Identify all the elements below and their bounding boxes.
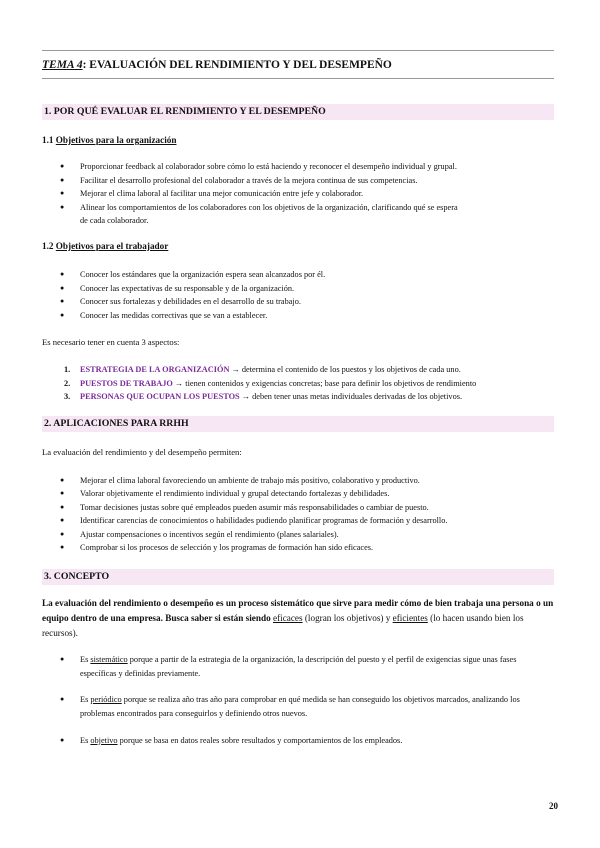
definition-end: (lo hacen usando bien los recursos). — [42, 613, 524, 638]
aspect-number: 3. — [64, 392, 71, 401]
tema-label: TEMA 4 — [42, 59, 83, 71]
aspect-text: → deben tener unas metas individuales derivadas de los objetivos. — [239, 392, 463, 401]
page-title — [42, 59, 392, 71]
top-divider — [42, 50, 554, 51]
worker-objectives-list — [42, 268, 554, 322]
eficientes-term: eficientes — [392, 613, 428, 623]
aspect-key: ESTRATEGIA DE LA ORGANIZACIÓN — [80, 365, 230, 374]
list-item: ● Valorar objetivamente el rendimiento individual y grupal detectando fortalezas y debilidades. — [42, 487, 554, 500]
section-3-heading: 3. CONCEPTO — [42, 569, 554, 585]
subsection-1-1-title: Objetivos para la organización — [55, 135, 177, 145]
subsection-1-1-number: 1.1 — [42, 135, 56, 145]
periodico-term: periódico — [90, 695, 122, 704]
list-item: ● Conocer las medidas correctivas que se van a establecer. — [42, 309, 554, 323]
subsection-1-2-number: 1.2 — [42, 241, 56, 251]
subsection-1-1-heading — [42, 135, 177, 145]
objetivo-term: objetivo — [90, 736, 118, 745]
aspect-number: 1. — [64, 365, 71, 374]
list-item: ● Conocer las expectativas de su responsable y de la organización. — [42, 282, 554, 296]
page-number: 20 — [549, 801, 558, 811]
list-item: ● Mejorar el clima laboral al facilitar una mejor comunicación entre jefe y colaborador. — [42, 187, 554, 201]
section-2-heading: 2. APLICACIONES PARA RRHH — [42, 416, 554, 432]
item-prefix: Es — [80, 736, 91, 745]
aspects-intro: Es necesario tener en cuenta 3 aspectos: — [42, 337, 180, 347]
aspect-text: → tienen contenidos y exigencias concretas; base para definir los objetivos de rendimiento — [172, 378, 477, 388]
aspect-text: → determina el contenido de los puestos y los objetivos de cada uno. — [229, 365, 461, 374]
concept-list-sistematico — [42, 653, 554, 680]
list-item: ● Conocer sus fortalezas y debilidades en el desarrollo de su trabajo. — [42, 295, 554, 309]
sistematico-term: sistemático — [90, 655, 128, 664]
item-text: porque a partir de la estrategia de la organización, la descripción del puesto y el perfil de exigencias sigue unas fases específicas y definidas previamente. — [80, 655, 517, 678]
item-prefix: Es — [80, 695, 91, 704]
list-item: ● Alinear los comportamientos de los colaboradores con los objetivos de la organización, clarificando qué se espera — [42, 201, 554, 215]
item-text: porque se realiza año tras año para comprobar en qué medida se han conseguido los objetivos marcados, analizando los problemas encontrados para conseguirlos y definiendo otros nuevos. — [80, 695, 520, 718]
concept-definition — [42, 596, 554, 641]
list-item — [42, 653, 554, 680]
definition-mid: (logran los objetivos) y — [302, 613, 393, 623]
list-item: ● Proporcionar feedback al colaborador sobre cómo lo está haciendo y reconocer el desempeño individual y grupal. — [42, 160, 554, 174]
subsection-1-2-title: Objetivos para el trabajador — [55, 241, 169, 251]
title-text: : EVALUACIÓN DEL RENDIMIENTO Y DEL DESEMPEÑO — [82, 59, 392, 71]
org-objectives-list — [42, 160, 554, 228]
list-item: ● Mejorar el clima laboral favoreciendo un ambiente de trabajo más positivo, colaborativo y productivo. — [42, 474, 554, 487]
aspect-number: 2. — [64, 378, 71, 388]
definition-lead: La evaluación del rendimiento o desempeño es un proceso sistemático que sirve para medir cómo de bien trabaja una persona o un equipo dentro de una empresa. Busca saber si están siendo — [42, 598, 554, 623]
aspects-list — [42, 363, 554, 404]
list-item: ● Ajustar compensaciones o incentivos según el rendimiento (planes salariales). — [42, 528, 554, 541]
eficaces-term: eficaces — [273, 613, 303, 623]
list-item — [42, 734, 554, 748]
subsection-1-2-heading — [42, 241, 168, 251]
aspect-item — [42, 377, 554, 391]
item-prefix: Es — [80, 655, 91, 664]
list-item: ● Tomar decisiones justas sobre qué empleados pueden asumir más responsabilidades o cambiar de puesto. — [42, 501, 554, 514]
aspect-item — [42, 363, 554, 377]
list-item — [42, 693, 554, 720]
concept-list-periodico — [42, 693, 554, 720]
list-item: ● Facilitar el desarrollo profesional del colaborador a través de la mejora continua de sus competencias. — [42, 174, 554, 188]
list-item: ● Comprobar si los procesos de selección y los programas de formación han sido eficaces. — [42, 541, 554, 554]
concept-list-objetivo — [42, 734, 554, 748]
aspect-key: PUESTOS DE TRABAJO — [80, 378, 173, 388]
item-text: porque se basa en datos reales sobre resultados y comportamientos de los empleados. — [117, 736, 403, 745]
list-item-continuation: de cada colaborador. — [80, 216, 149, 225]
list-item: ● Identificar carencias de conocimientos o habilidades pudiendo planificar programas de formación y desarrollo. — [42, 514, 554, 527]
title-divider — [42, 78, 554, 79]
aspect-key: PERSONAS QUE OCUPAN LOS PUESTOS — [80, 392, 240, 401]
list-item: ● Conocer los estándares que la organización espera sean alcanzados por él. — [42, 268, 554, 282]
applications-intro: La evaluación del rendimiento y del desempeño permiten: — [42, 447, 242, 457]
section-1-heading: 1. POR QUÉ EVALUAR EL RENDIMIENTO Y EL DESEMPEÑO — [42, 104, 554, 120]
aspect-item — [42, 390, 554, 404]
applications-list — [42, 474, 554, 554]
